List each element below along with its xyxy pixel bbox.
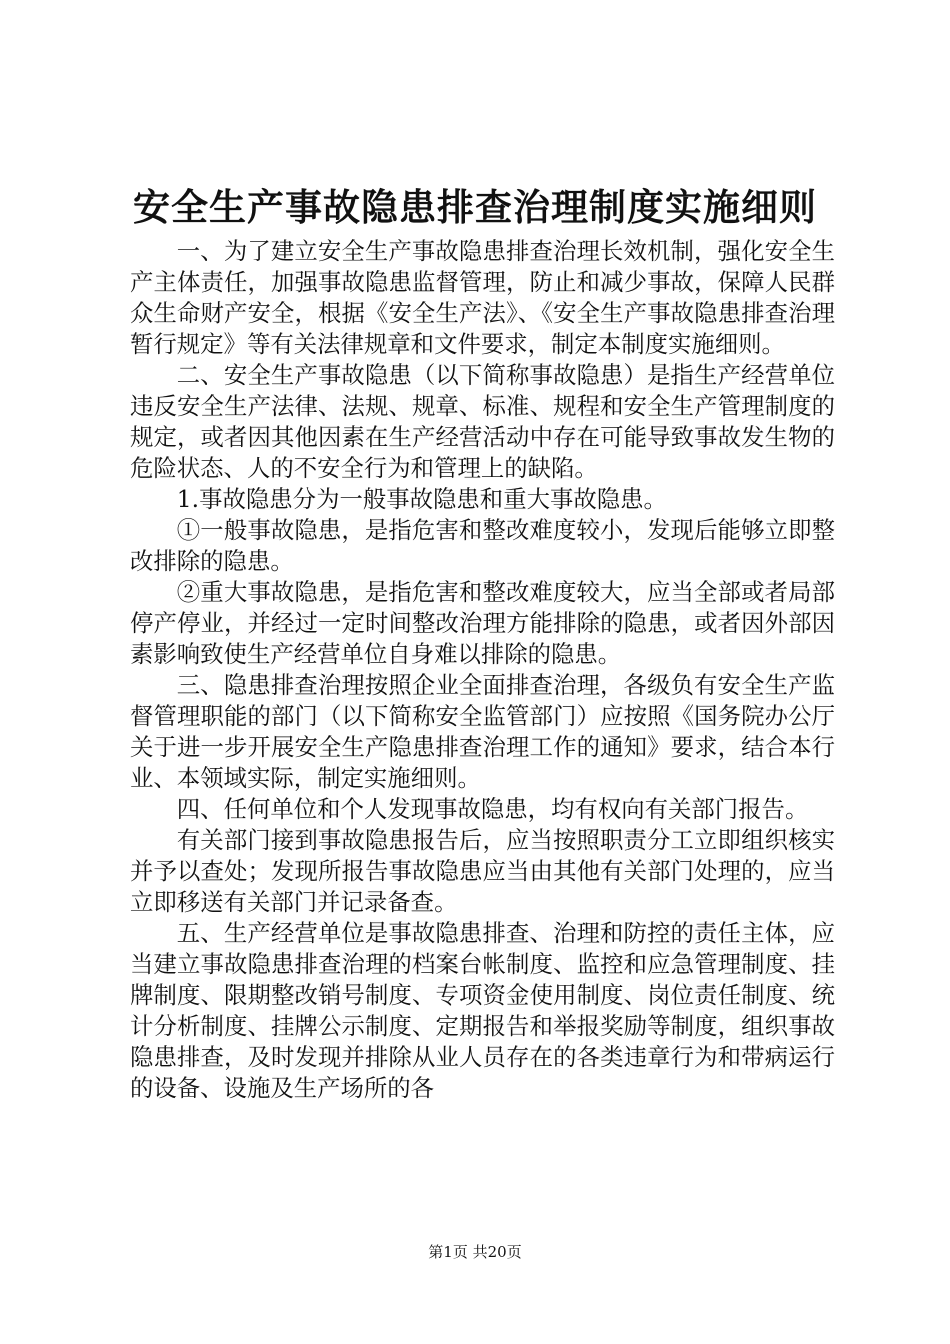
- paragraph: 1.事故隐患分为一般事故隐患和重大事故隐患。: [176, 485, 667, 513]
- paragraph: ①一般事故隐患，是指危害和整改难度较小，发现后能够立即整改排除的隐患。: [130, 516, 835, 575]
- document-title: 安全生产事故隐患排查治理制度实施细则: [133, 186, 817, 229]
- paragraph: 一、为了建立安全生产事故隐患排查治理长效机制，强化安全生产主体责任，加强事故隐患监督管理，防止和减少事故，保障人民群众生命财产安全，根据《安全生产法》、《安全生产事故隐患排查治理暂行规定》等有关法律规章和文件要求，制定本制度实施细则。: [130, 237, 835, 358]
- document-body: [130, 236, 835, 1104]
- page-footer: 第1页 共20页: [428, 1243, 522, 1261]
- paragraph: 四、任何单位和个人发现事故隐患，均有权向有关部门报告。: [176, 795, 809, 823]
- paragraph: ②重大事故隐患，是指危害和整改难度较大，应当全部或者局部停产停业，并经过一定时间整改治理方能排除的隐患，或者因外部因素影响致使生产经营单位自身难以排除的隐患。: [130, 578, 835, 668]
- paragraph: 有关部门接到事故隐患报告后，应当按照职责分工立即组织核实并予以查处；发现所报告事故隐患应当由其他有关部门处理的，应当立即移送有关部门并记录备查。: [130, 826, 835, 916]
- paragraph: 二、安全生产事故隐患（以下简称事故隐患）是指生产经营单位违反安全生产法律、法规、规章、标准、规程和安全生产管理制度的规定，或者因其他因素在生产经营活动中存在可能导致事故发生物的危险状态、人的不安全行为和管理上的缺陷。: [130, 361, 835, 482]
- paragraph: 五、生产经营单位是事故隐患排查、治理和防控的责任主体，应当建立事故隐患排查治理的档案台帐制度、监控和应急管理制度、挂牌制度、限期整改销号制度、专项资金使用制度、岗位责任制度、统计分析制度、挂牌公示制度、定期报告和举报奖励等制度，组织事故隐患排查，及时发现并排除从业人员存在的各类违章行为和带病运行的设备、设施及生产场所的各: [130, 919, 835, 1102]
- paragraph: 三、隐患排查治理按照企业全面排查治理，各级负有安全生产监督管理职能的部门（以下简称安全监管部门）应按照《国务院办公厅关于进一步开展安全生产隐患排查治理工作的通知》要求，结合本行业、本领域实际，制定实施细则。: [130, 671, 835, 792]
